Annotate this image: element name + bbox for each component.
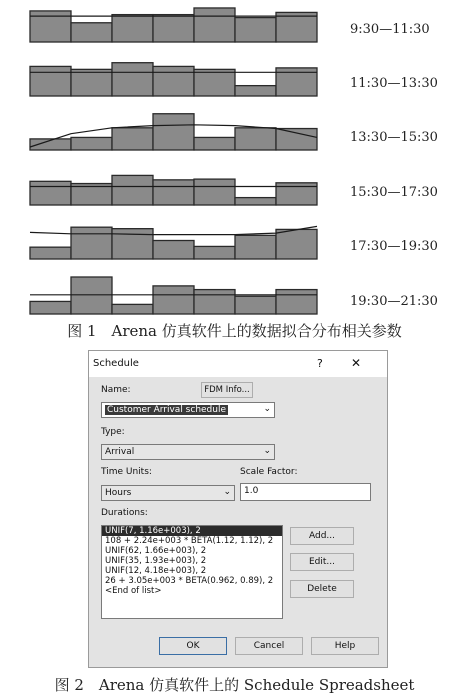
add-button[interactable]: Add... [290, 527, 354, 545]
name-label: Name: [101, 385, 131, 395]
name-value: Customer Arrival schedule [107, 405, 227, 415]
histogram-bar [235, 18, 276, 42]
histogram-bar [112, 175, 153, 205]
time-units-label: Time Units: [101, 467, 152, 477]
histogram-bar [30, 66, 71, 96]
panel-time-label: 15:30—17:30 [350, 185, 438, 200]
durations-label: Durations: [101, 508, 148, 518]
histogram-bar [276, 129, 317, 150]
panel-time-label: 13:30—15:30 [350, 130, 438, 145]
histogram-bar [235, 235, 276, 259]
chevron-down-icon[interactable]: ⌄ [263, 446, 271, 456]
help-button[interactable]: Help [311, 637, 379, 655]
scale-factor-label: Scale Factor: [240, 467, 298, 477]
type-value: Arrival [105, 447, 135, 457]
histogram-panel [30, 114, 438, 150]
histogram-panel [30, 226, 438, 259]
close-icon[interactable]: ✕ [351, 356, 362, 370]
histogram-bar [30, 181, 71, 205]
histogram-panel [30, 8, 430, 42]
type-label: Type: [101, 427, 125, 437]
figure1-histograms [0, 0, 469, 320]
list-item[interactable]: UNIF(12, 4.18e+003), 2 [105, 566, 207, 576]
histogram-bar [194, 290, 235, 314]
list-item[interactable]: UNIF(35, 1.93e+003), 2 [105, 556, 207, 566]
list-item[interactable]: <End of list> [105, 586, 162, 596]
histogram-bar [153, 241, 194, 260]
panel-time-label: 9:30—11:30 [350, 22, 430, 37]
histogram-panel [30, 277, 438, 314]
histogram-bar [194, 179, 235, 205]
histogram-bar [276, 12, 317, 42]
durations-list[interactable] [101, 525, 283, 619]
ok-button[interactable]: OK [159, 637, 227, 655]
dialog-title: Schedule [93, 358, 139, 369]
delete-button[interactable]: Delete [290, 580, 354, 598]
histogram-bar [71, 23, 112, 42]
panel-time-label: 11:30—13:30 [350, 76, 438, 91]
histogram-bar [112, 128, 153, 150]
histogram-bar [71, 69, 112, 96]
histogram-bar [235, 198, 276, 205]
histogram-bar [153, 114, 194, 150]
histogram-bar [235, 296, 276, 314]
histogram-bar [112, 63, 153, 96]
list-item[interactable]: UNIF(62, 1.66e+003), 2 [105, 546, 207, 556]
histogram-bar [112, 304, 153, 314]
schedule-dialog [88, 350, 388, 668]
histogram-bar [235, 128, 276, 150]
histogram-bar [276, 229, 317, 259]
time-units-value: Hours [105, 488, 132, 498]
histogram-bar [153, 15, 194, 42]
histogram-bar [71, 277, 112, 314]
histogram-bar [112, 15, 153, 42]
chevron-down-icon[interactable]: ⌄ [263, 404, 271, 414]
panel-time-label: 17:30—19:30 [350, 239, 438, 254]
scale-factor-input[interactable] [240, 483, 371, 501]
chevron-down-icon[interactable]: ⌄ [223, 487, 231, 497]
histogram-bar [194, 69, 235, 96]
histogram-bar [276, 290, 317, 314]
edit-button[interactable]: Edit... [290, 553, 354, 571]
type-combobox[interactable] [101, 444, 275, 460]
help-icon[interactable]: ? [317, 357, 323, 370]
histogram-panel [30, 175, 438, 205]
histogram-bar [71, 137, 112, 150]
histogram-bar [71, 227, 112, 259]
histogram-bar [194, 246, 235, 259]
histogram-bar [194, 137, 235, 150]
cancel-button[interactable]: Cancel [235, 637, 303, 655]
histogram-bar [153, 66, 194, 96]
list-item[interactable]: 26 + 3.05e+003 * BETA(0.962, 0.89), 2 [105, 576, 274, 586]
histogram-bar [30, 301, 71, 314]
name-combobox[interactable] [101, 402, 275, 418]
histogram-bar [153, 180, 194, 205]
histogram-bar [235, 86, 276, 96]
histogram-panel [30, 63, 438, 96]
histogram-bar [112, 229, 153, 259]
histogram-bar [194, 8, 235, 42]
figure2-caption: 图 2 Arena 仿真软件上的 Schedule Spreadsheet [54, 676, 415, 694]
figure1-caption: 图 1 Arena 仿真软件上的数据拟合分布相关参数 [67, 322, 402, 340]
scale-factor-value: 1.0 [244, 486, 259, 496]
fdm-info-button[interactable]: FDM Info... [201, 382, 253, 398]
histogram-bar [30, 247, 71, 259]
time-units-combobox[interactable] [101, 485, 235, 501]
list-item[interactable]: UNIF(7, 1.16e+003), 2 [102, 526, 282, 536]
dialog-titlebar [89, 351, 387, 377]
list-item[interactable]: 108 + 2.24e+003 * BETA(1.12, 1.12), 2 [105, 536, 274, 546]
histogram-bar [153, 286, 194, 314]
panel-time-label: 19:30—21:30 [350, 294, 438, 309]
